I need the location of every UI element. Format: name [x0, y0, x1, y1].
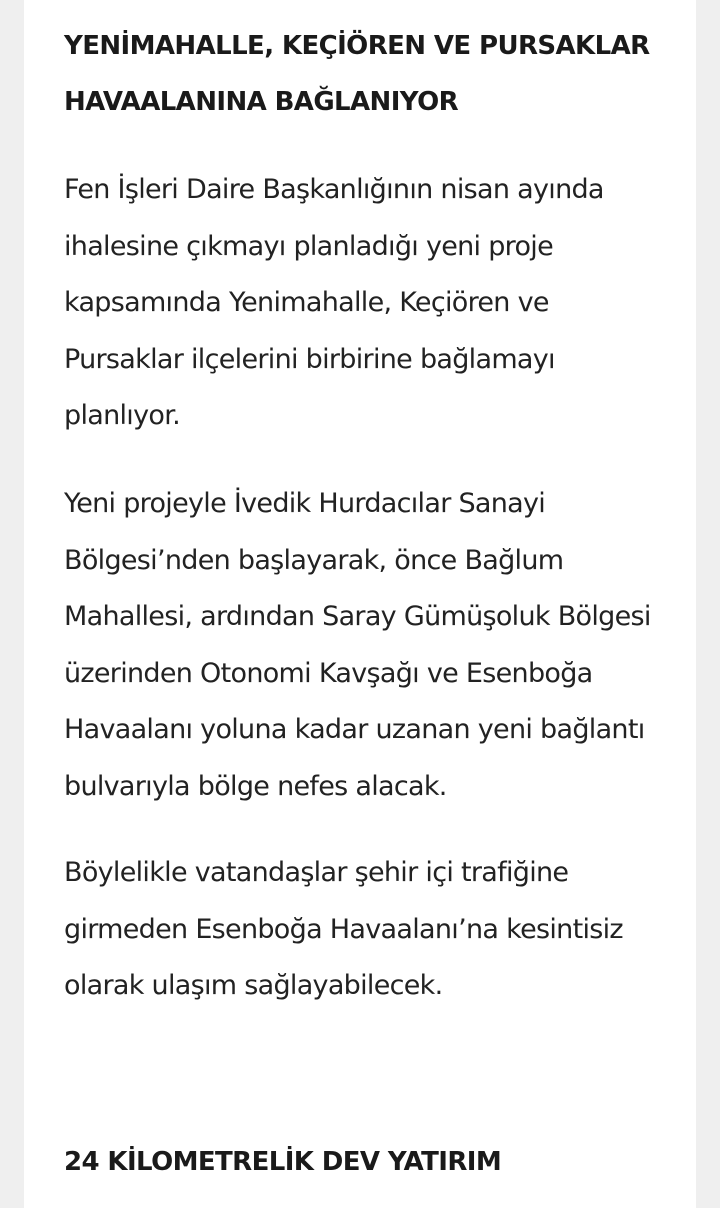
article-paragraph: Böylelikle vatandaşlar şehir içi trafiğine girmeden Esenboğa Havaalanı’na kesintisiz olarak ulaşım sağlayabilecek. [64, 857, 623, 1001]
section-heading-investment: 24 KİLOMETRELİK DEV YATIRIM [64, 1147, 502, 1177]
article-paragraph: Fen İşleri Daire Başkanlığının nisan ayında ihalesine çıkmayı planladığı yeni proje kapsamında Yenimahalle, Keçiören ve Pursaklar ilçelerini birbirine bağlamayı planlıyor. [64, 174, 604, 431]
section-heading-airport-connection: YENİMAHALLE, KEÇİÖREN VE PURSAKLAR HAVAALANINA BAĞLANIYOR [64, 31, 650, 117]
article-paragraph: Yeni projeyle İvedik Hurdacılar Sanayi Bölgesi’nden başlayarak, önce Bağlum Mahallesi, ardından Saray Gümüşoluk Bölgesi üzerinden Otonomi Kavşağı ve Esenboğa Havaalanı yoluna kadar uzanan yeni bağlantı bulvarıyla bölge nefes alacak. [64, 488, 651, 802]
article-card [24, 0, 696, 1208]
